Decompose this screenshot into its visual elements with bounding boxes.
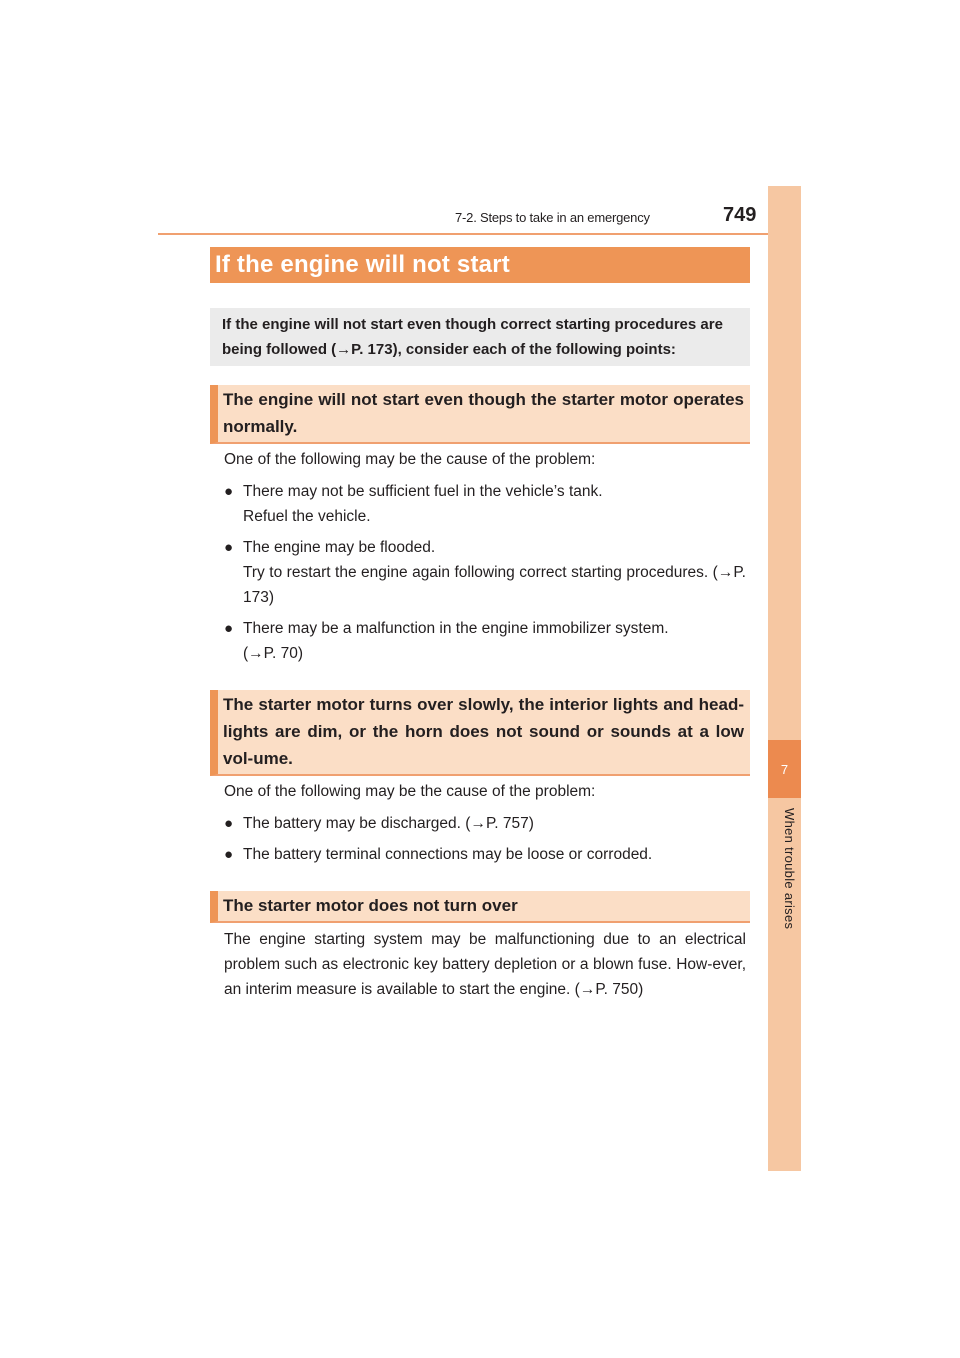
bullet-text: The battery may be discharged. (→P. 757)	[243, 815, 534, 832]
bullet-dot-icon: ●	[224, 815, 234, 832]
section-1-bullet-2	[224, 535, 746, 610]
section-3-body: The engine starting system may be malfunctioning due to an electrical problem such as electronic key battery depletion or a blown fuse. How-ever, an interim measure is available to start the engine. (→P. 750)	[224, 931, 746, 998]
chapter-number-tab: 7	[768, 740, 801, 798]
bullet-text: There may not be sufficient fuel in the vehicle’s tank.	[243, 483, 603, 500]
section-2-heading: The starter motor turns over slowly, the interior lights and head-lights are dim, or the horn does not sound or sounds at a low vol-ume.	[210, 690, 750, 776]
page-number: 749	[723, 204, 757, 226]
section-2-bullet-2	[224, 842, 746, 867]
bullet-text: There may be a malfunction in the engine immobilizer system.	[243, 620, 669, 637]
header-rule	[158, 233, 800, 235]
bullet-dot-icon: ●	[224, 846, 234, 863]
section-1-bullet-1	[224, 479, 746, 529]
bullet-dot-icon: ●	[224, 620, 234, 637]
section-1-lead: One of the following may be the cause of the problem:	[224, 451, 596, 468]
page-title: If the engine will not start	[210, 247, 750, 283]
bullet-text: The engine may be flooded.	[243, 539, 436, 556]
bullet-subtext: Try to restart the engine again following correct starting procedures. (→P. 173)	[243, 564, 746, 606]
section-3-heading: The starter motor does not turn over	[210, 891, 750, 923]
bullet-text: The battery terminal connections may be loose or corroded.	[243, 846, 653, 863]
chapter-side-tab	[768, 186, 801, 1171]
intro-box: If the engine will not start even though correct starting procedures are being followed (→P. 173), consider each of the following points:	[210, 308, 750, 366]
bullet-subtext: (→P. 70)	[243, 645, 304, 662]
bullet-dot-icon: ●	[224, 539, 234, 556]
section-2-lead: One of the following may be the cause of the problem:	[224, 783, 596, 800]
section-breadcrumb: 7-2. Steps to take in an emergency	[455, 210, 650, 225]
section-2-bullet-1	[224, 811, 746, 836]
bullet-dot-icon: ●	[224, 483, 234, 500]
bullet-subtext: Refuel the vehicle.	[243, 508, 371, 525]
section-1-heading: The engine will not start even though the starter motor operates normally.	[210, 385, 750, 444]
chapter-title-vertical: When trouble arises	[782, 808, 797, 930]
section-1-bullet-3	[224, 616, 746, 666]
